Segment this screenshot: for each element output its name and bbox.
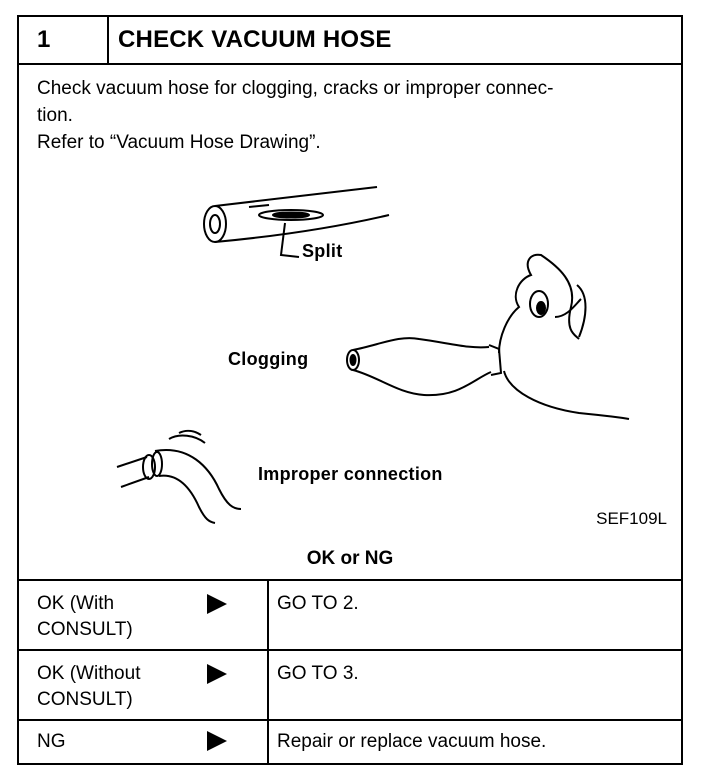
instruction-line: Check vacuum hose for clogging, cracks or improper connec- [37,78,554,99]
condition-line: OK (Without [37,663,141,684]
improper-connection-label: Improper connection [258,464,443,484]
arrow-right-icon [207,594,227,614]
figure-reference-code: SEF109L [596,509,667,528]
condition-line: CONSULT) [37,619,133,640]
arrow-right-icon [207,664,227,684]
result-condition [37,661,187,713]
split-hose-drawing [204,187,389,257]
condition-line: NG [37,731,66,752]
result-row-ng [19,721,681,763]
result-condition [37,591,187,643]
inspection-step-box [17,15,683,765]
instruction-text [37,75,667,156]
arrow-right-icon [207,731,227,751]
result-action: GO TO 3. [267,651,677,719]
result-action: GO TO 2. [267,581,677,649]
vacuum-hose-illustration [19,167,681,547]
result-heading: OK or NG [306,548,394,569]
split-label: Split [302,241,343,261]
clogging-label: Clogging [228,349,309,369]
condition-line: OK (With [37,593,115,614]
instruction-line: tion. [37,105,73,126]
step-number: 1 [19,17,109,63]
clogging-hose-drawing [347,255,629,419]
result-condition [37,729,187,755]
result-table [19,579,681,763]
step-title: CHECK VACUUM HOSE [118,26,392,53]
result-row-ok-with-consult [19,581,681,651]
result-action: Repair or replace vacuum hose. [267,721,677,763]
step-header [19,17,681,65]
improper-connection-drawing [117,431,241,523]
result-row-ok-without-consult [19,651,681,721]
instruction-line: Refer to “Vacuum Hose Drawing”. [37,132,321,153]
condition-line: CONSULT) [37,689,133,710]
